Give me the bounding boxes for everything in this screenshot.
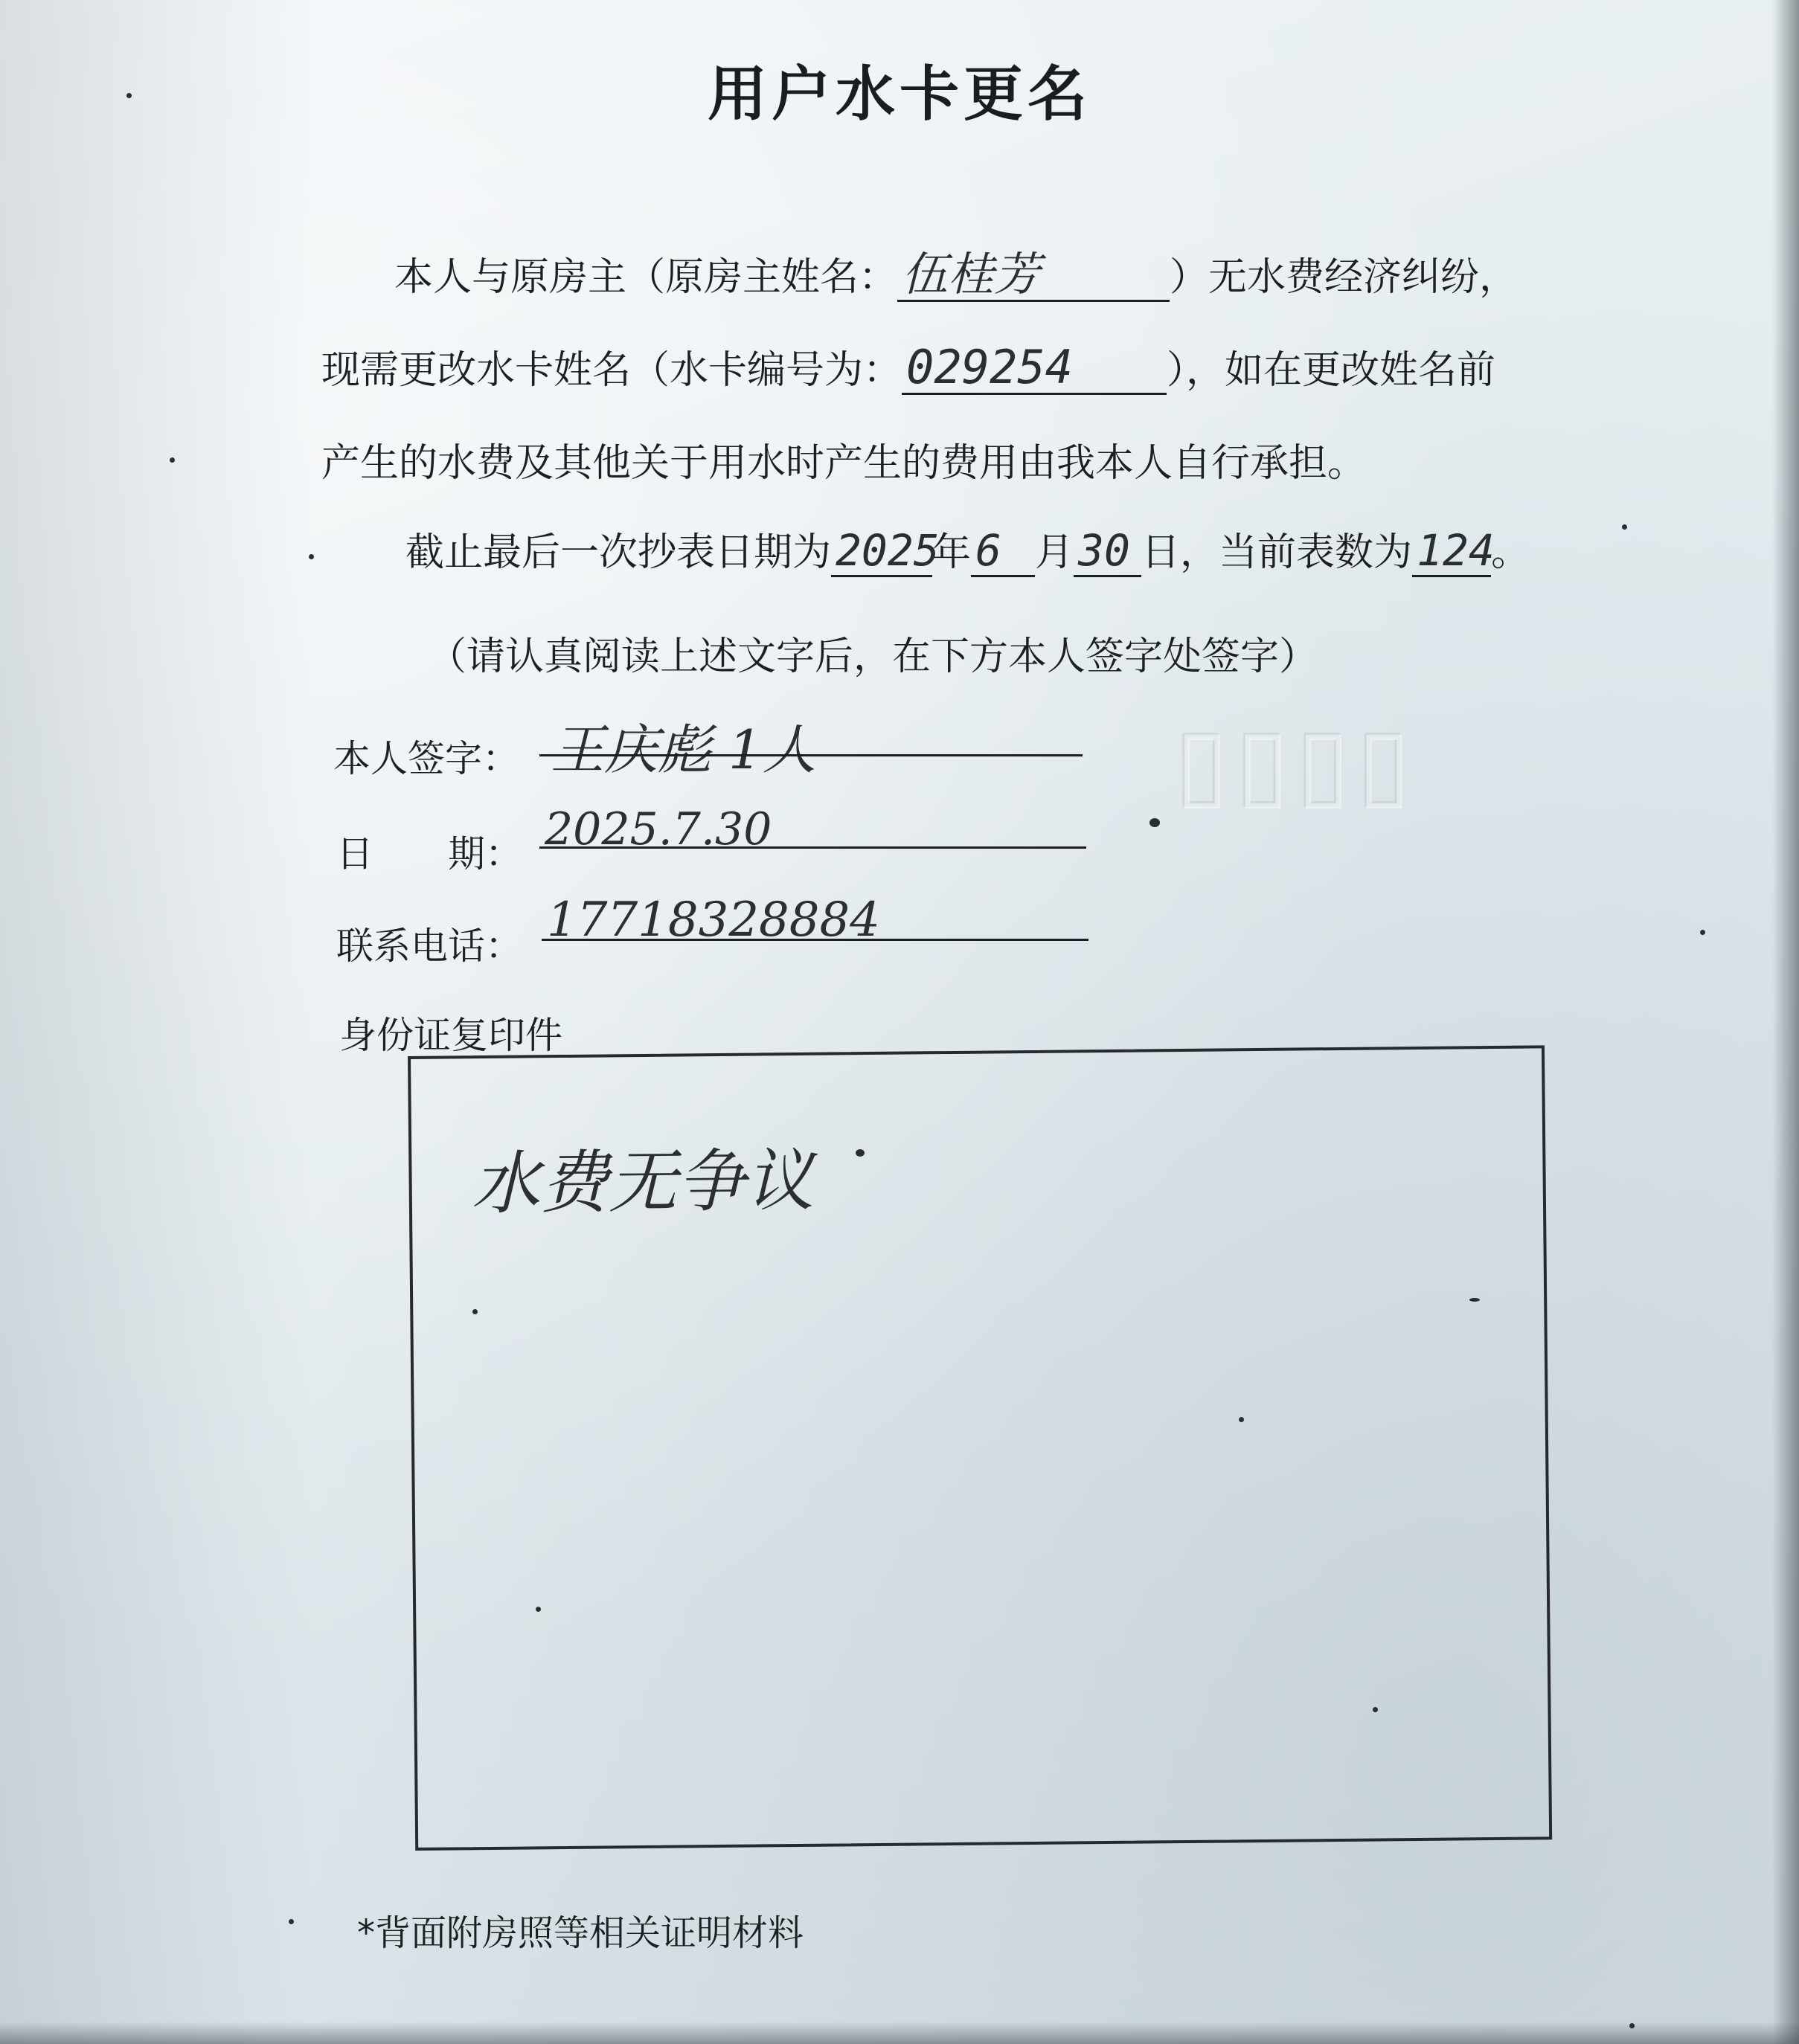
speck [1700, 930, 1705, 935]
speck [1239, 1417, 1244, 1422]
speck [1469, 1298, 1480, 1302]
paragraph-line-1 [394, 245, 1518, 302]
signature-value: 王庆彪 1人 [551, 719, 816, 781]
footnote: *背面附房照等相关证明材料 [357, 1912, 804, 1954]
para4-prefix: 截止最后一次抄表日期为 [405, 530, 832, 575]
phone-value: 17718328884 [547, 893, 880, 948]
para4-end: 。 [1491, 530, 1530, 575]
speck [856, 1149, 865, 1157]
day-unit: 日，当前表数为 [1141, 530, 1413, 575]
para2-suffix: ），如在更改姓名前 [1167, 348, 1496, 393]
id-copy-box [408, 1045, 1552, 1851]
paragraph-line-2 [321, 338, 1495, 395]
embossed-seal-impression: ▯▯▯▯ [1176, 707, 1419, 820]
water-card-number: 029254 [902, 342, 1167, 395]
para1-suffix: ）无水费经济纠纷， [1170, 255, 1519, 300]
year-unit: 年 [932, 530, 972, 575]
signature-underline [539, 754, 1083, 756]
former-owner-name: 伍桂芳 [897, 249, 1170, 302]
date-value: 2025.7.30 [545, 803, 772, 855]
document-title: 用户水卡更名 [708, 60, 1091, 129]
signature-label: 本人签字： [333, 737, 519, 780]
sign-instruction: （请认真阅读上述文字后，在下方本人签字处签字） [428, 634, 1318, 679]
paper-edge-right [1772, 0, 1799, 2044]
paper-edge-bottom [0, 2022, 1799, 2044]
date-label: 日 期： [336, 832, 522, 875]
para2-prefix: 现需更改水卡姓名（水卡编号为： [321, 348, 902, 393]
date-underline [539, 846, 1086, 849]
speck [289, 1919, 294, 1924]
speck [1622, 524, 1627, 530]
lighting-shadow [0, 0, 312, 2044]
month-unit: 月 [1035, 530, 1074, 575]
reading-day: 30 [1074, 527, 1141, 577]
para1-prefix: 本人与原房主（原房主姓名： [394, 255, 898, 300]
phone-underline [542, 939, 1088, 941]
speck [472, 1309, 478, 1314]
paragraph-line-3: 产生的水费及其他关于用水时产生的费用由我本人自行承担。 [321, 441, 1367, 486]
speck [1629, 2023, 1635, 2028]
speck [1373, 1707, 1378, 1712]
reading-month: 6 [971, 527, 1035, 577]
speck [126, 93, 132, 98]
speck [309, 554, 314, 559]
paragraph-line-4 [405, 521, 1530, 577]
speck [536, 1607, 541, 1612]
speck [1149, 818, 1160, 827]
id-copy-label: 身份证复印件 [339, 1014, 562, 1057]
box-handwritten-note: 水费无争议 [471, 1140, 815, 1224]
speck [170, 457, 175, 463]
meter-reading: 124 [1412, 527, 1491, 577]
reading-year: 2025 [831, 527, 932, 577]
phone-label: 联系电话： [336, 925, 522, 968]
